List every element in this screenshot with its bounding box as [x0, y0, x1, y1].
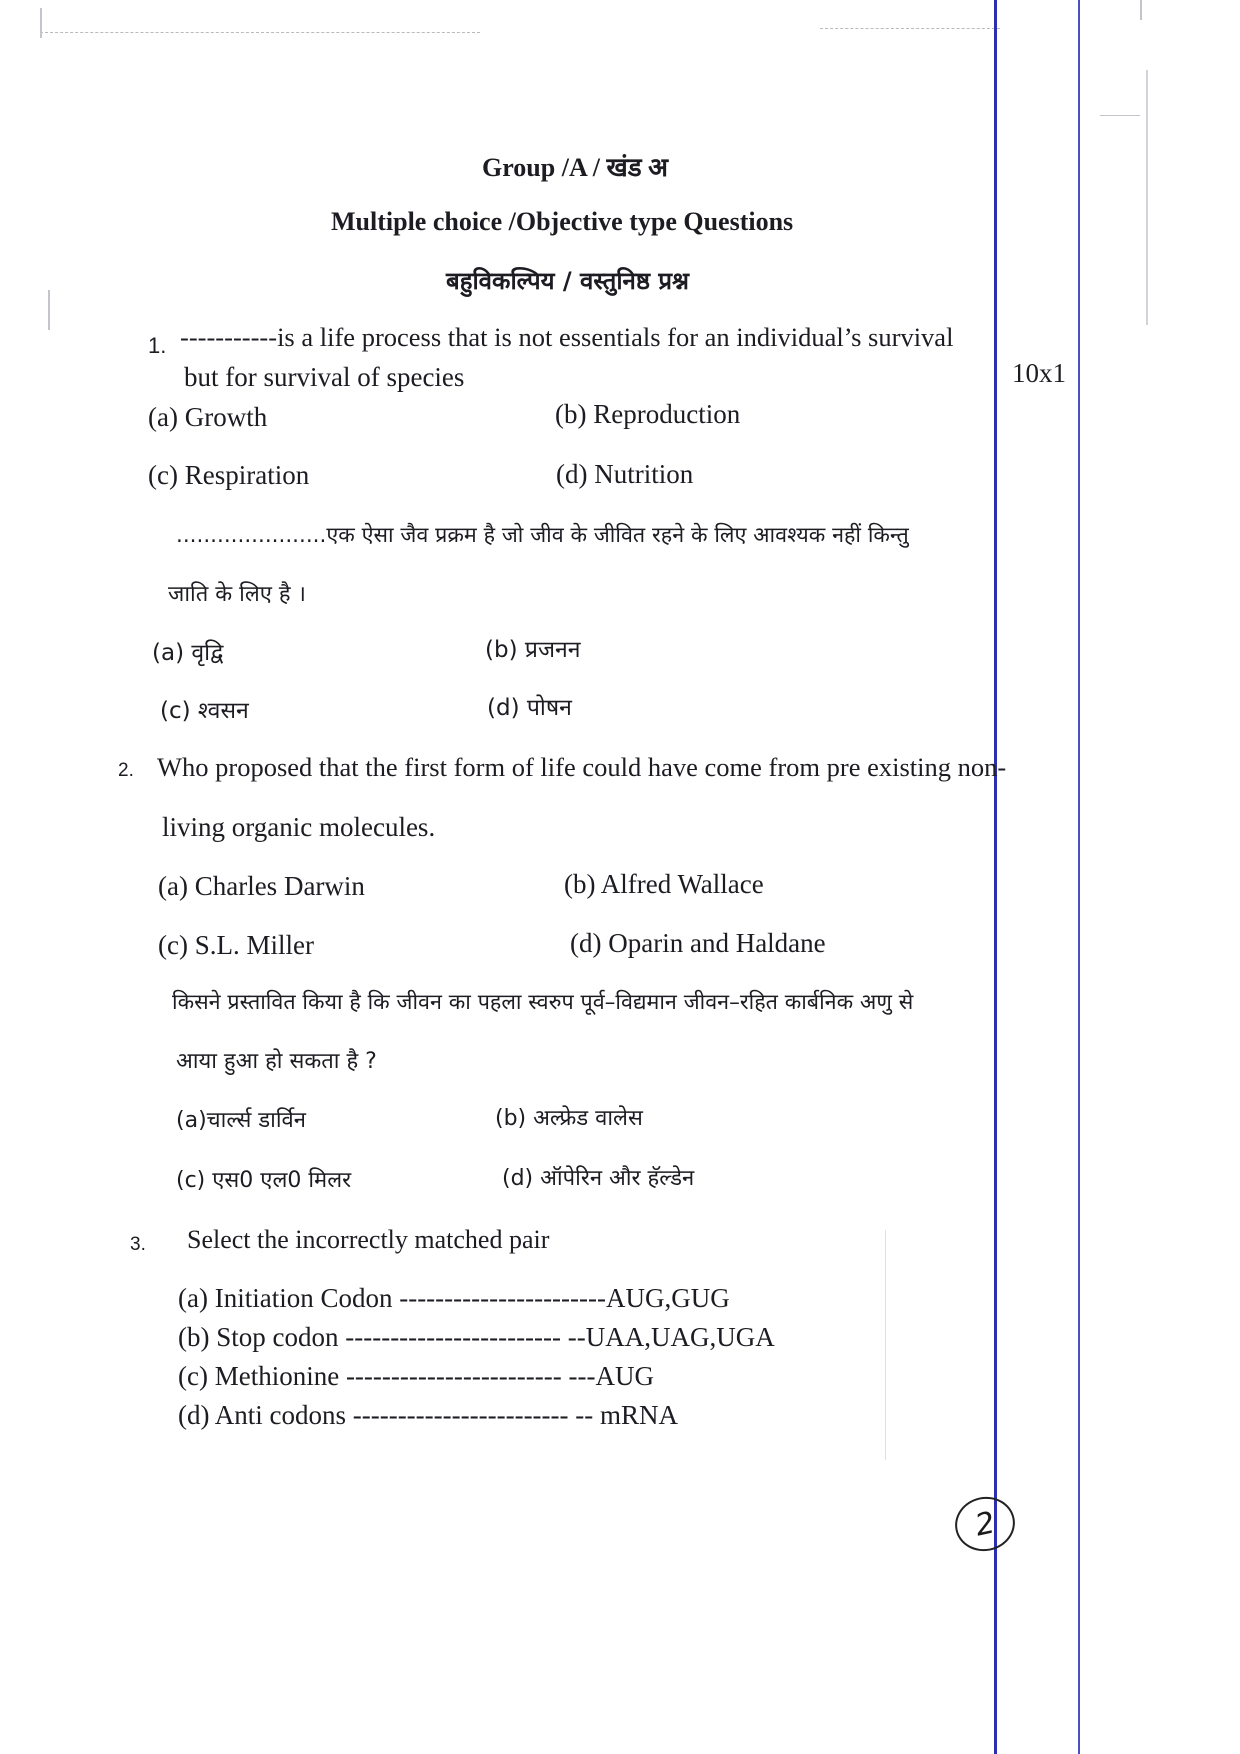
option: (a) Initiation Codon -----------------------AUG,GUG: [178, 1283, 730, 1313]
scan-artifact: [48, 290, 50, 330]
page-number: 2: [950, 1491, 1020, 1556]
question-text: Who proposed that the first form of life could have come from pre existing non-: [157, 752, 1007, 782]
option: (b) Stop codon ------------------------ --UAA,UAG,UGA: [178, 1322, 775, 1352]
option-hindi: (a) वृद्वि: [152, 640, 224, 666]
scan-artifact: [40, 32, 480, 33]
question-text: living organic molecules.: [162, 812, 436, 842]
scan-artifact: [1100, 115, 1140, 116]
option: (c) S.L. Miller: [158, 930, 314, 960]
section-title-hindi: बहुविकल्पिय / वस्तुनिष्ठ प्रश्न: [446, 267, 689, 295]
section-title: Multiple choice /Objective type Questions: [331, 207, 794, 236]
question-text-hindi: आया हुआ हो सकता है ?: [176, 1049, 377, 1074]
option-hindi: (d) पोषन: [487, 695, 572, 721]
question-text: -----------is a life process that is not essentials for an individual’s survival: [180, 322, 954, 352]
option: (b) Reproduction: [555, 399, 741, 429]
margin-line: [994, 0, 997, 1754]
scan-artifact: [885, 1230, 886, 1460]
marks-label: 10x1: [1012, 358, 1066, 388]
question-number: 2.: [118, 760, 134, 781]
option: (a) Charles Darwin: [158, 871, 365, 901]
question-text: Select the incorrectly matched pair: [187, 1225, 550, 1254]
question-text-hindi: जाति के लिए है ।: [168, 582, 306, 607]
group-heading: Group /A / खंड अ: [482, 153, 669, 182]
question-number: 3.: [130, 1234, 146, 1255]
scan-artifact: [40, 8, 42, 38]
option-hindi: (b) अल्फ्रेड वालेस: [495, 1106, 643, 1131]
option: (d) Anti codons ------------------------ -- mRNA: [178, 1400, 679, 1430]
question-text-hindi: किसने प्रस्तावित किया है कि जीवन का पहला स्वरुप पूर्व–विद्यमान जीवन–रहित कार्बनिक अणु से: [172, 990, 914, 1015]
question-number: 1.: [148, 333, 167, 358]
scan-artifact: [820, 28, 1000, 29]
margin-line-secondary: [1078, 0, 1080, 1754]
option: (b) Alfred Wallace: [564, 869, 764, 899]
scan-artifact: [1140, 0, 1142, 20]
option: (d) Oparin and Haldane: [570, 928, 826, 958]
option-hindi: (c) श्वसन: [160, 698, 249, 724]
option: (d) Nutrition: [556, 459, 694, 489]
option-hindi: (d) ऑपेरिन और हॅल्डेन: [502, 1166, 695, 1191]
option-hindi: (b) प्रजनन: [485, 637, 581, 663]
option: (c) Methionine ------------------------ ---AUG: [178, 1361, 654, 1391]
question-text: but for survival of species: [184, 362, 465, 392]
option-hindi: (a)चार्ल्स डार्विन: [176, 1108, 306, 1133]
option-hindi: (c) एस0 एल0 मिलर: [176, 1168, 352, 1193]
scan-artifact: [1146, 70, 1148, 325]
option: (c) Respiration: [148, 460, 310, 490]
question-text-hindi: ......................एक ऐसा जैव प्रक्रम है जो जीव के जीवित रहने के लिए आवश्यक नहीं किन्तु: [176, 523, 909, 548]
option: (a) Growth: [148, 402, 268, 432]
